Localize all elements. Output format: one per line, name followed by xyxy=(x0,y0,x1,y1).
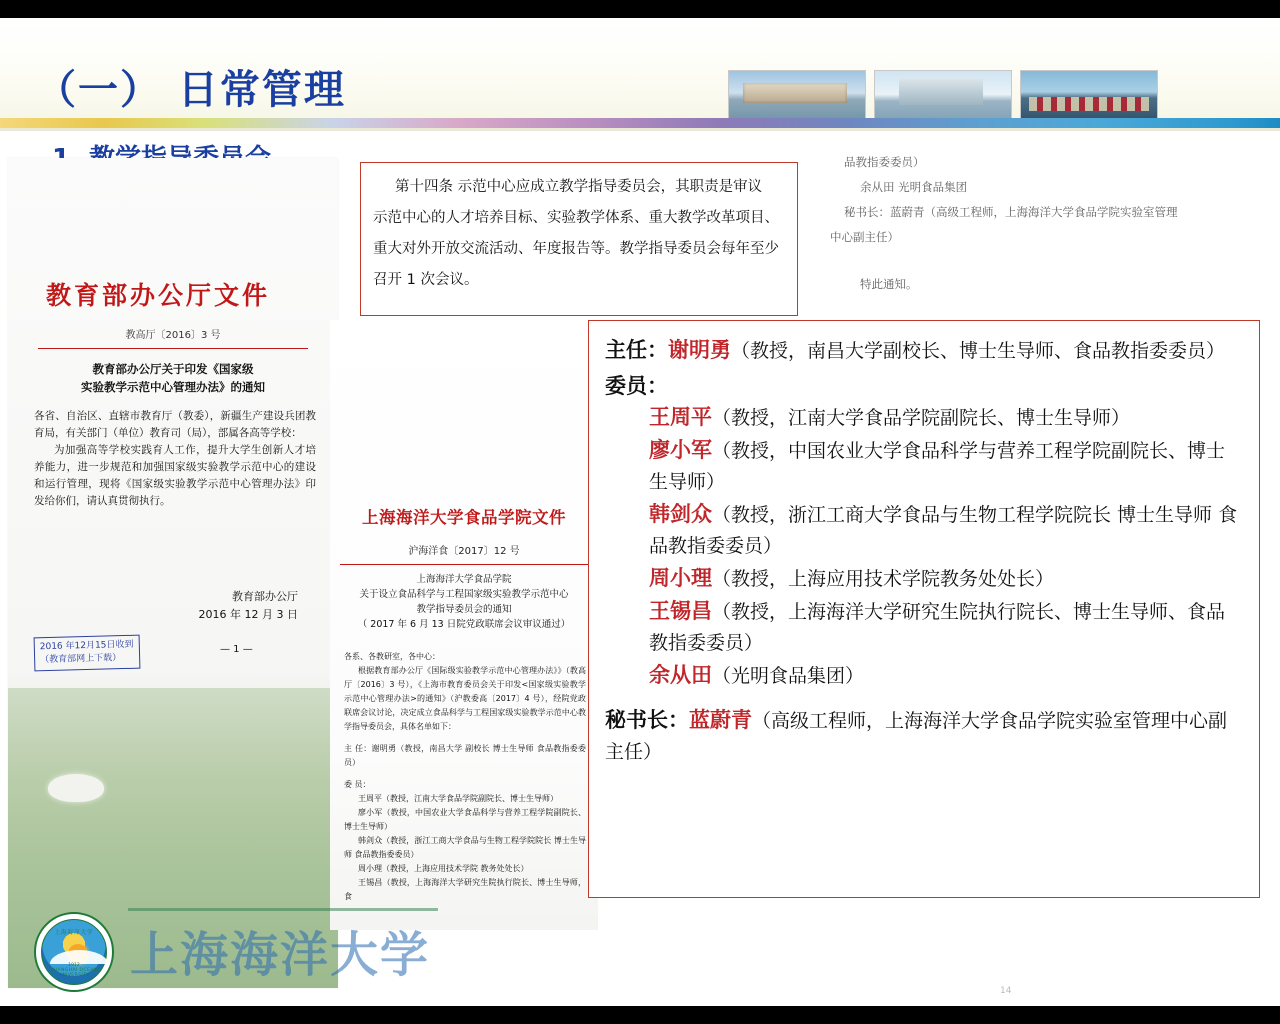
logo-top-text: 上海海洋大学 xyxy=(54,930,94,936)
shou-document-title: 上海海洋大学食品学院文件 xyxy=(362,508,566,527)
shou-body xyxy=(344,650,586,904)
university-wordmark: 上海海洋大学 xyxy=(130,927,431,983)
moe-signer: 教育部办公厅 xyxy=(232,590,298,603)
university-logo xyxy=(34,912,114,992)
moe-subject-line-1: 教育部办公厅关于印发《国家级 xyxy=(92,362,254,376)
committee-member-name: 廖小军 xyxy=(649,438,712,462)
article-14-line-2: 示范中心的人才培养目标、实验教学体系、重大教学改革项目、 xyxy=(373,210,779,226)
wordmark-underline xyxy=(128,908,438,911)
moe-sign-date: 2016 年 12 月 3 日 xyxy=(198,608,298,621)
committee-member-desc: （教授，上海海洋大学研究生院执行院长、博士生导师、食品教指委委员） xyxy=(649,601,1226,654)
shou-heading-line-4: （ 2017 年 6 月 13 日院党政联席会议审议通过） xyxy=(357,619,571,630)
committee-secretary-name: 蓝蔚青 xyxy=(689,708,752,732)
committee-member-name: 王锡昌 xyxy=(649,599,712,623)
header-gradient-divider xyxy=(0,118,1280,128)
campus-library-photo xyxy=(874,70,1012,124)
committee-member-desc: （教授，上海应用技术学院教务处处长） xyxy=(712,568,1055,590)
committee-member-desc: （教授，江南大学食品学院副院长、博士生导师） xyxy=(712,407,1131,429)
notice-line-5: 特此通知。 xyxy=(860,277,918,291)
committee-member-name: 韩剑众 xyxy=(649,502,712,526)
shou-member-2: 廖小军（教授，中国农业大学食品科学与营养工程学院副院长、博士生导师） xyxy=(344,808,586,831)
moe-document-number: 教高厅〔2016〕3 号 xyxy=(125,330,221,341)
campus-building-photo xyxy=(728,70,866,124)
committee-member-row xyxy=(605,563,1243,594)
header-divider-shadow xyxy=(0,128,1280,131)
shou-heading-line-3: 教学指导委员会的通知 xyxy=(416,604,512,615)
committee-chair-row xyxy=(605,335,1243,366)
shou-member-5: 王锡昌（教授，上海海洋大学研究生院执行院长、博士生导师，食 xyxy=(344,878,586,901)
committee-member-name: 王周平 xyxy=(649,405,712,429)
committee-member-name: 余从田 xyxy=(649,663,712,687)
shou-heading-block xyxy=(330,572,598,632)
article-14-line-1: 第十四条 示范中心应成立教学指导委员会，其职责是审议 xyxy=(395,179,763,195)
committee-secretary-label: 秘书长： xyxy=(605,708,689,732)
notice-line-1: 品教指委委员） xyxy=(844,155,925,169)
logo-bottom-text: SHANGHAI OCEAN UNIVERSITY xyxy=(50,968,98,978)
bottom-letterbox-bar xyxy=(0,1006,1280,1024)
committee-secretary-row xyxy=(605,705,1243,767)
page-number-watermark: 14 xyxy=(1000,986,1012,996)
committee-list-callout xyxy=(588,320,1260,898)
committee-chair-name: 谢明勇 xyxy=(668,338,731,362)
wave-icon xyxy=(50,950,108,964)
moe-signature-block xyxy=(199,588,298,624)
committee-member-desc: （教授，中国农业大学食品科学与营养工程学院副院长、博士生导师） xyxy=(649,440,1226,493)
campus-track-photo xyxy=(1020,70,1158,124)
committee-chair-label: 主任： xyxy=(605,338,668,362)
moe-body-paragraph-1: 各省、自治区、直辖市教育厅（教委），新疆生产建设兵团教育局，有关部门（单位）教育司（局），部属各高等学校： xyxy=(34,410,316,439)
committee-member-row xyxy=(605,596,1243,658)
moe-received-stamp xyxy=(34,635,141,672)
committee-member-row xyxy=(605,435,1243,497)
shou-recipients: 各系、各教研室，各中心： xyxy=(344,652,440,661)
page-title: （一） 日常管理 xyxy=(36,67,346,113)
committee-secretary-desc: （高级工程师，上海海洋大学食品学院实验室管理中心副主任） xyxy=(605,710,1228,763)
shou-heading-line-2: 关于设立食品科学与工程国家级实验教学示范中心 xyxy=(359,589,569,600)
moe-body-paragraph-2: 为加强高等学校实践育人工作，提升大学生创新人才培养能力，进一步规范和加强国家级实验教学示范中心的建设和运行管理，现将《国家级实验教学示范中心管理办法》印发给你们，请认真贯彻执行。 xyxy=(34,444,316,507)
logo-year: 1912 xyxy=(68,963,80,968)
notice-line-4: 中心副主任） xyxy=(830,230,899,244)
moe-subject-line-2: 实验教学示范中心管理办法》的通知 xyxy=(81,380,265,394)
committee-member-desc: （光明食品集团） xyxy=(712,665,865,687)
shou-member-1: 王周平（教授，江南大学食品学院副院长、博士生导师） xyxy=(358,794,558,803)
notice-line-2: 余从田 光明食品集团 xyxy=(860,180,968,194)
article-14-callout xyxy=(360,162,798,316)
notice-tail-scan xyxy=(800,150,1268,310)
committee-member-name: 周小理 xyxy=(649,566,712,590)
shou-paragraph-1: 根据教育部办公厅《国际级实验教学示范中心管理办法》》（教高厅〔2016〕3 号），《上海市教育委员会关于印发<国家级实验教学示范中心管理办法>的通知》（沪教委高〔2017〕4 号），经院党政联席会议讨论，决定成立食品科学与工程国家级实验教学示范中心教学指导委员会，具体名单如下： xyxy=(344,666,586,731)
committee-member-desc: （教授，浙江工商大学食品与生物工程学院院长 博士生导师 食品教指委委员） xyxy=(649,504,1238,557)
shou-red-rule xyxy=(340,564,588,565)
committee-chair-desc: （教授，南昌大学副校长、博士生导师、食品教指委委员） xyxy=(731,340,1226,362)
notice-line-3: 秘书长：蓝蔚青（高级工程师，上海海洋大学食品学院实验室管理 xyxy=(844,205,1178,219)
moe-subject xyxy=(8,360,338,396)
moe-page-number: — 1 — xyxy=(220,644,253,655)
moe-document-scan xyxy=(8,158,338,988)
committee-member-row xyxy=(605,660,1243,691)
shou-chair: 主 任：谢明勇（教授，南昌大学 副校长 博士生导师 食品教指委委员） xyxy=(344,744,586,767)
header-photo-strip xyxy=(728,70,1158,124)
article-14-line-3: 重大对外开放交流活动、年度报告等。教学指导委员会每年至少 xyxy=(373,241,779,257)
moe-stamp-line-1: 2016 年12月15日收到 xyxy=(39,639,134,653)
shou-heading-line-1: 上海海洋大学食品学院 xyxy=(416,574,512,585)
committee-members-label: 委员： xyxy=(605,374,668,398)
moe-stamp-line-2: （教育部网上下载） xyxy=(40,653,122,666)
shou-member-4: 周小理（教授，上海应用技术学院 教务处处长） xyxy=(358,864,529,873)
committee-member-row xyxy=(605,402,1243,433)
slide-header xyxy=(0,18,1280,118)
shou-document-scan xyxy=(330,320,598,930)
moe-red-rule xyxy=(38,348,308,349)
logo-emblem xyxy=(41,919,107,985)
shou-document-number: 沪海洋食〔2017〕12 号 xyxy=(408,546,520,557)
committee-member-row xyxy=(605,499,1243,561)
top-letterbox-bar xyxy=(0,0,1280,18)
article-14-line-4: 召开 1 次会议。 xyxy=(373,272,479,288)
moe-body xyxy=(34,408,316,510)
moe-document-title: 教育部办公厅文件 xyxy=(46,281,271,310)
shou-member-3: 韩剑众（教授，浙江工商大学食品与生物工程学院院长 博士生导师 食品教指委委员） xyxy=(344,836,586,859)
shou-members-label: 委 员： xyxy=(344,780,371,789)
